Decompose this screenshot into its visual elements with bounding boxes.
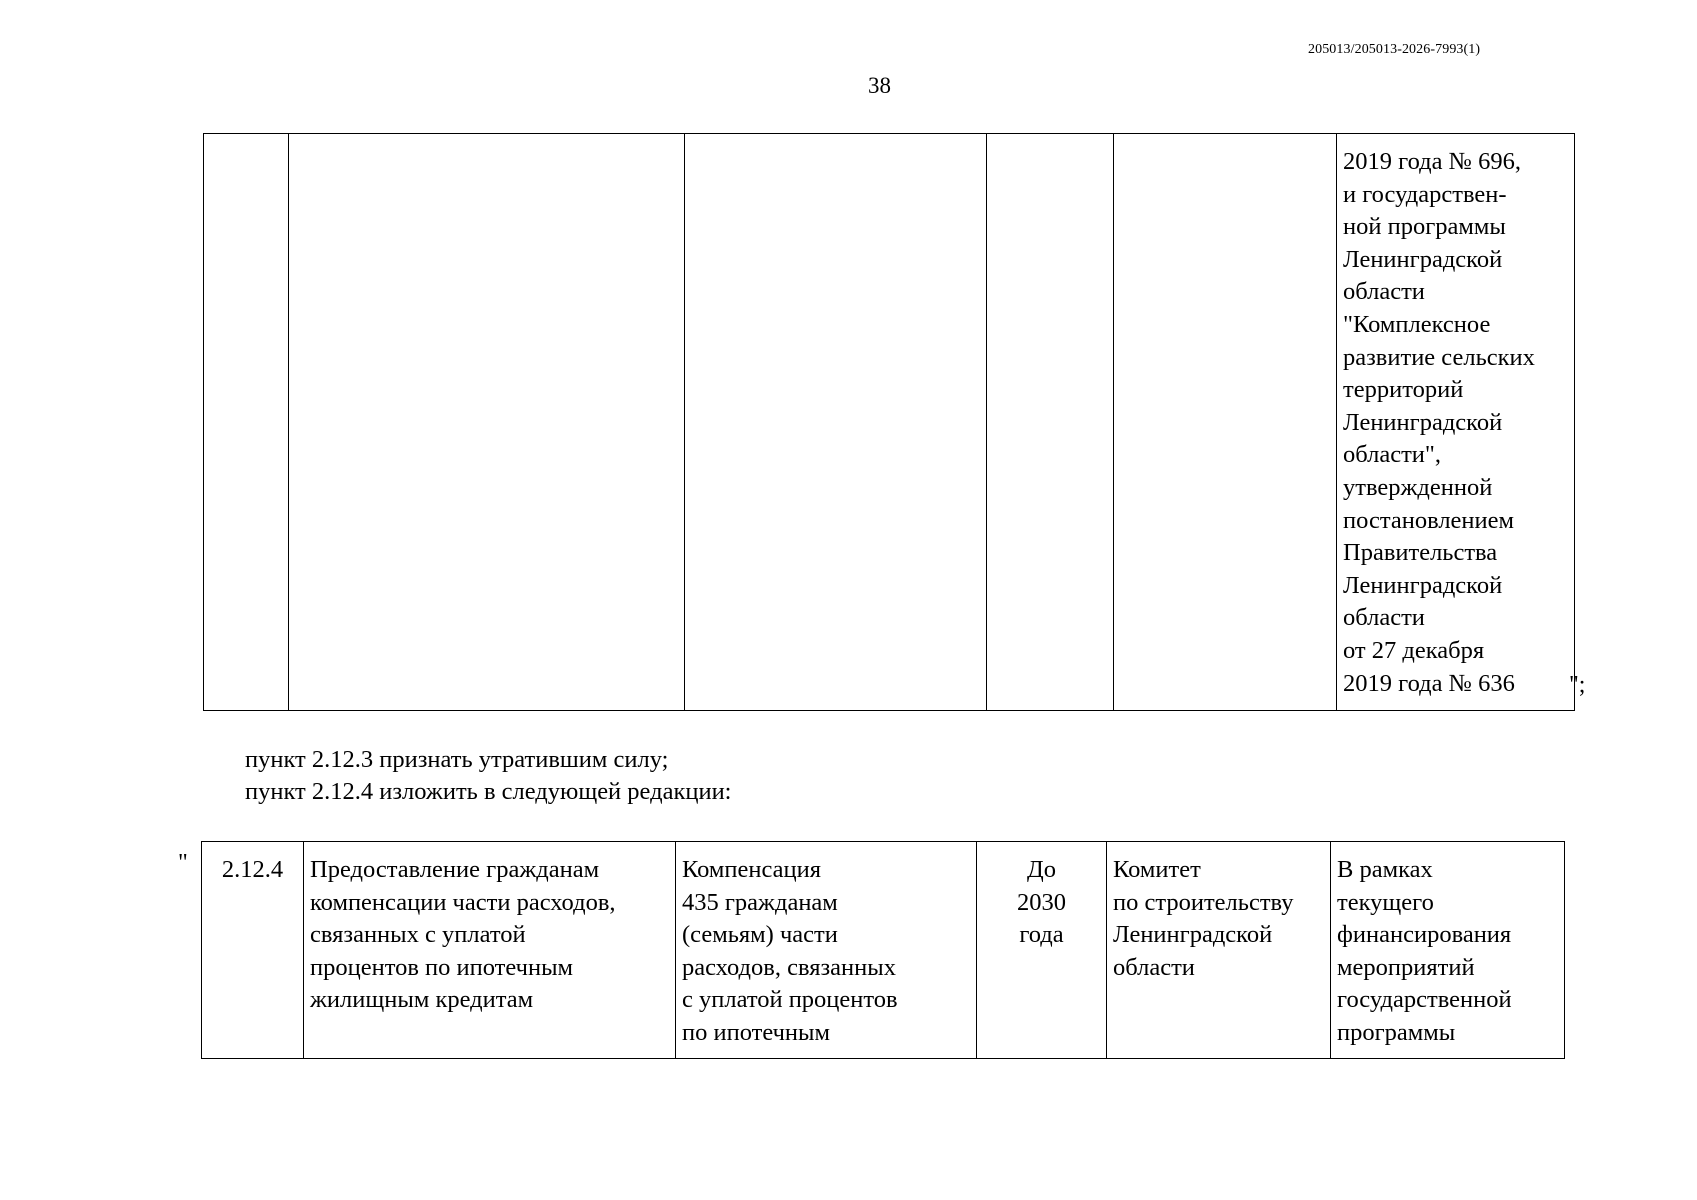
- cell-line: Ленинградской: [1343, 571, 1503, 599]
- cell-line: В рамках: [1337, 856, 1433, 883]
- document-id: 205013/205013-2026-7993(1): [1308, 42, 1481, 57]
- cell-line: области",: [1343, 441, 1442, 469]
- paragraph-2-12-3: пункт 2.12.3 признать утратившим силу;: [245, 746, 669, 773]
- cell-line: Компенсация: [682, 856, 822, 883]
- cell-line: Ленинградской: [1343, 408, 1503, 436]
- cell-line: Ленинградской: [1113, 921, 1273, 949]
- cell-line: "Комплексное: [1343, 310, 1491, 338]
- cell-line: Предоставление гражданам: [310, 856, 600, 883]
- cell-line: 2019 года № 696,: [1343, 148, 1521, 175]
- cell-line: 2.12.4: [221, 856, 284, 883]
- cell-line: и государствен-: [1343, 180, 1507, 208]
- cell-line: по строительству: [1113, 888, 1294, 916]
- cell-line: от 27 декабря: [1343, 636, 1485, 664]
- cell-line: расходов, связанных: [682, 953, 896, 981]
- cell-line: финансирования: [1337, 921, 1512, 949]
- cell-line: жилищным кредитам: [310, 986, 534, 1014]
- continuation-table: [203, 133, 1575, 711]
- closing-quote-mark: ";: [1569, 672, 1586, 698]
- replacement-table: [201, 841, 1565, 1059]
- table-cell-event: [304, 842, 676, 1059]
- table-cell-number: [202, 842, 304, 1059]
- table-cell-responsible: [1107, 842, 1331, 1059]
- cell-line: Комитет: [1113, 856, 1201, 883]
- opening-quote-mark: ": [178, 850, 188, 876]
- table-cell-result: [685, 134, 987, 711]
- cell-line: компенсации части расходов,: [310, 888, 616, 916]
- cell-line: 435 гражданам: [682, 888, 838, 916]
- table-cell-result: [676, 842, 977, 1059]
- page-number: 38: [868, 73, 891, 98]
- paragraph-2-12-4: пункт 2.12.4 изложить в следующей редакции:: [245, 778, 732, 805]
- table-cell-responsible: [1114, 134, 1337, 711]
- table-cell-financing: [1337, 134, 1575, 711]
- cell-line: мероприятий: [1337, 953, 1475, 981]
- cell-line: области: [1343, 604, 1425, 632]
- cell-line: области: [1113, 953, 1195, 981]
- cell-line: До: [1027, 856, 1056, 883]
- cell-line: 2030: [1017, 888, 1066, 916]
- cell-line: года: [1019, 921, 1064, 949]
- cell-line: по ипотечным: [682, 1018, 831, 1046]
- cell-line: области: [1343, 278, 1425, 306]
- cell-line: 2019 года № 636: [1343, 669, 1515, 697]
- cell-line: Ленинградской: [1343, 245, 1503, 273]
- cell-line: Правительства: [1343, 539, 1498, 567]
- cell-line: утвержденной: [1343, 473, 1493, 501]
- cell-line: связанных с уплатой: [310, 921, 526, 949]
- table-cell-financing: [1331, 842, 1565, 1059]
- cell-line: постановлением: [1343, 506, 1515, 534]
- table-cell-number: [204, 134, 289, 711]
- table-cell-deadline: [977, 842, 1107, 1059]
- cell-line: процентов по ипотечным: [310, 953, 574, 981]
- table-row: [204, 134, 1575, 711]
- cell-line: программы: [1337, 1018, 1456, 1046]
- cell-line: государственной: [1337, 986, 1512, 1014]
- table-cell-event: [289, 134, 685, 711]
- cell-line: ной программы: [1343, 213, 1506, 241]
- cell-line: развитие сельских: [1343, 343, 1535, 371]
- table-cell-deadline: [987, 134, 1114, 711]
- cell-line: (семьям) части: [682, 921, 838, 949]
- cell-line: территорий: [1343, 376, 1464, 404]
- cell-line: с уплатой процентов: [682, 986, 898, 1014]
- cell-line: текущего: [1337, 888, 1434, 916]
- table-row: [202, 842, 1565, 1059]
